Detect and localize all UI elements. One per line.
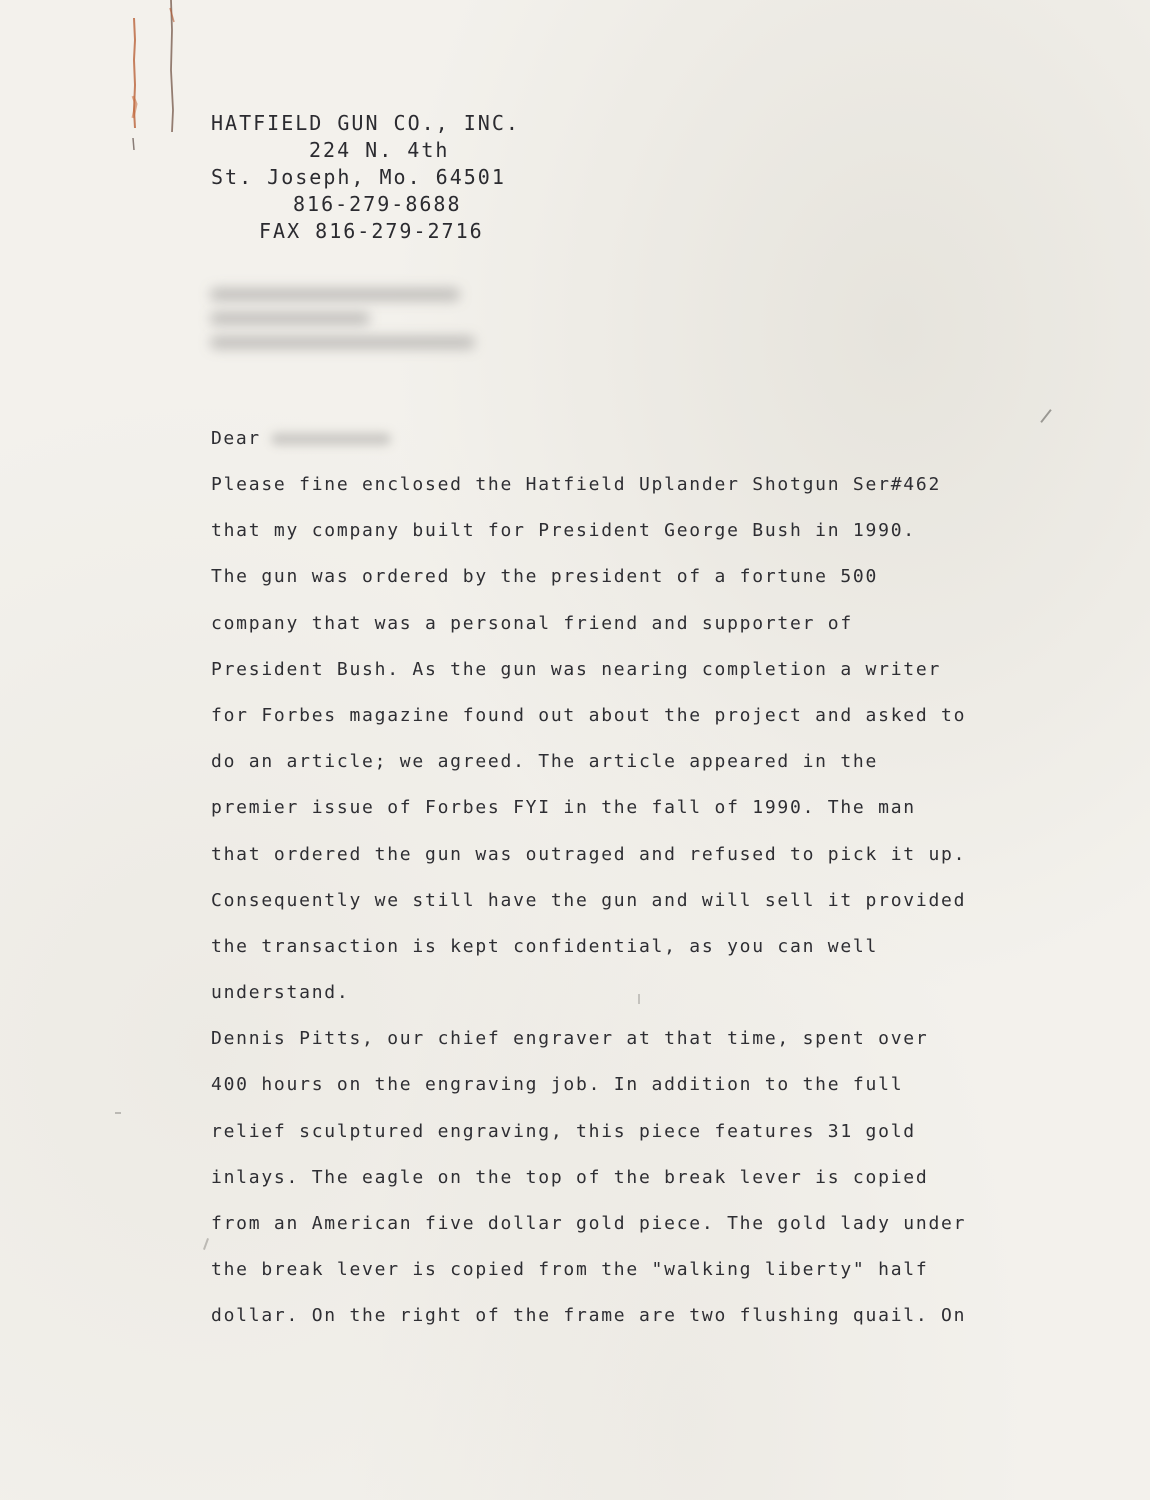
body-line: inlays. The eagle on the top of the break lever is copied: [211, 1166, 929, 1188]
street-address: 224 N. 4th: [309, 138, 450, 162]
redacted-recipient-name: [271, 433, 391, 445]
body-line: that my company built for President George Bush in 1990.: [211, 520, 916, 542]
body-line: that ordered the gun was outraged and refused to pick it up.: [211, 843, 967, 865]
salutation: [211, 428, 391, 449]
redacted-line: [210, 336, 475, 349]
paper-speck: [1040, 409, 1051, 423]
body-line: company that was a personal friend and supporter of: [211, 612, 853, 634]
body-line: the transaction is kept confidential, as you can well: [211, 935, 879, 957]
paper-speck: [115, 1112, 121, 1114]
body-line: Dennis Pitts, our chief engraver at that time, spent over: [211, 1028, 929, 1050]
phone-number: 816-279-8688: [293, 192, 462, 216]
body-line: dollar. On the right of the frame are two flushing quail. On: [211, 1305, 967, 1327]
redacted-line: [210, 288, 460, 301]
binding-mark-scratches: [120, 0, 180, 160]
company-name: HATFIELD GUN CO., INC.: [211, 111, 520, 135]
body-line: relief sculptured engraving, this piece features 31 gold: [211, 1120, 916, 1142]
redacted-recipient-address: [210, 288, 490, 360]
city-state-zip: St. Joseph, Mo. 64501: [211, 165, 506, 189]
body-line: President Bush. As the gun was nearing completion a writer: [211, 658, 942, 680]
paper-speck: [638, 994, 640, 1004]
fax-number: FAX 816-279-2716: [259, 219, 484, 243]
body-line: 400 hours on the engraving job. In addition to the full: [211, 1074, 904, 1096]
redacted-line: [210, 312, 370, 325]
body-line: Consequently we still have the gun and will sell it provided: [211, 889, 967, 911]
salutation-text: Dear: [211, 428, 261, 449]
body-line: for Forbes magazine found out about the project and asked to: [211, 704, 967, 726]
body-line: the break lever is copied from the "walking liberty" half: [211, 1259, 929, 1281]
body-line: The gun was ordered by the president of a fortune 500: [211, 566, 879, 588]
letter-body: [211, 472, 1091, 1350]
body-line: understand.: [211, 982, 350, 1004]
body-line: Please fine enclosed the Hatfield Uplander Shotgun Ser#462: [211, 474, 942, 495]
body-line: do an article; we agreed. The article appeared in the: [211, 751, 879, 773]
body-line: premier issue of Forbes FYI in the fall of 1990. The man: [211, 797, 916, 819]
letterhead: [211, 110, 911, 245]
body-line: from an American five dollar gold piece. The gold lady under: [211, 1213, 967, 1234]
paper-speck: [203, 1238, 209, 1250]
